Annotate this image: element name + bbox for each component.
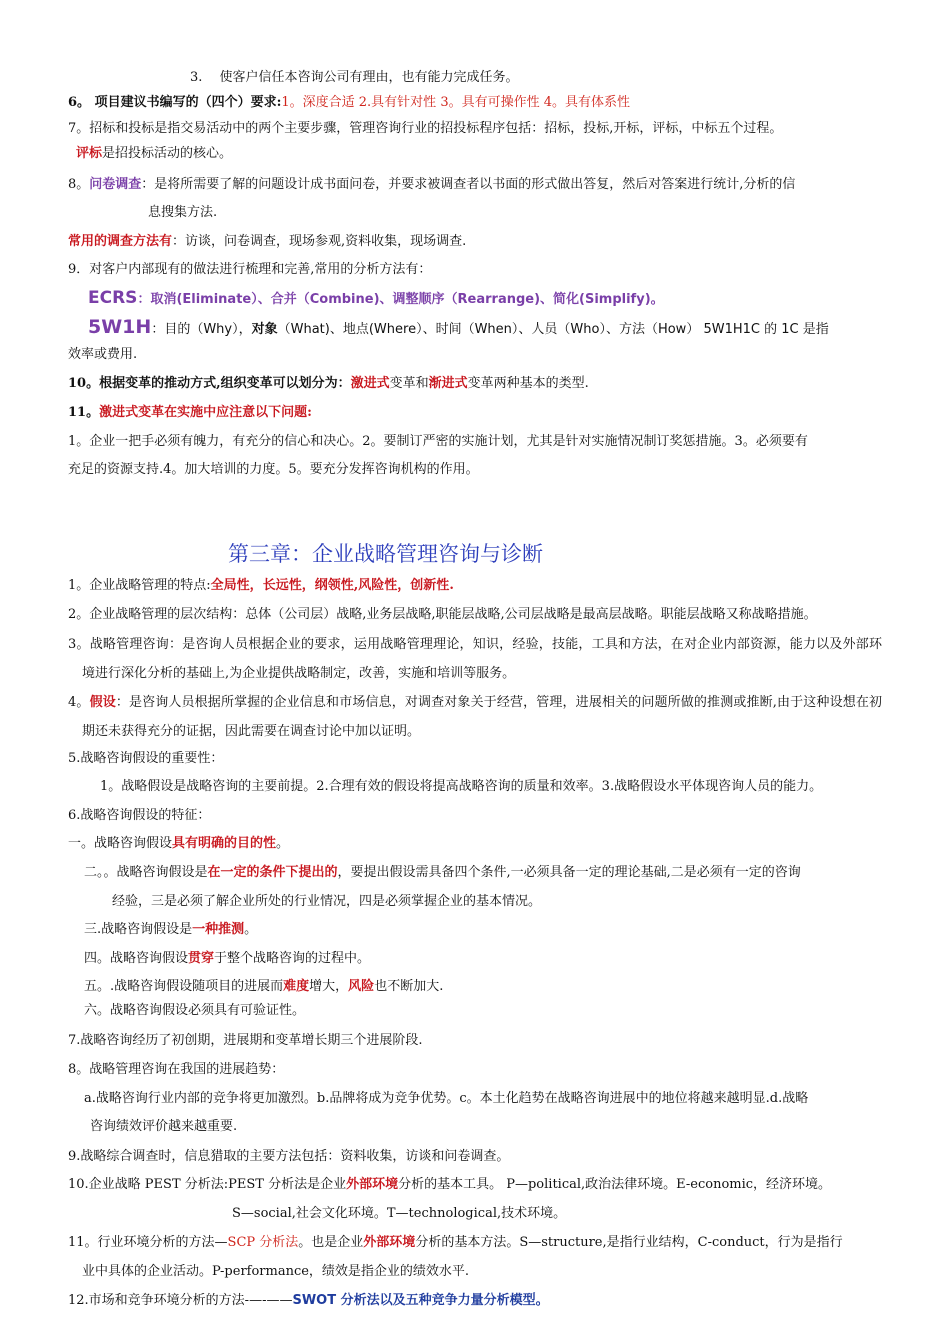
line-scp	[68, 1229, 884, 1257]
feature-5-mid: 增大，	[309, 979, 349, 994]
feature-3-end: 。	[244, 922, 258, 937]
line-radical-issues-1: 1。企业一把手必须有魄力，有充分的信心和决心。2。要制订严密的实施计划，尤其是针对实施情况制订奖惩措施。3。必须要有	[68, 434, 808, 449]
line-5w1h	[88, 313, 884, 344]
change-and: 变革和	[389, 376, 429, 391]
feature-5-risk: 风险	[348, 979, 375, 994]
line-feature-3	[84, 916, 884, 944]
pest-body: 分析的基本工具。 P—political,政治法律环境。E-economic，经济环境。	[398, 1177, 832, 1192]
line-feature-4	[84, 945, 884, 973]
swot-term: SWOT 分析法以及五种竞争力量分析模型。	[292, 1293, 549, 1308]
pest-a: 10.企业战略 PEST 分析法:PEST 分析法是企业	[68, 1177, 347, 1192]
feature-sep: ，	[397, 578, 411, 593]
feature-end: .	[449, 578, 454, 593]
5w1h-text-a: ：目的（Why），	[151, 322, 252, 337]
feature-global: 全局性	[210, 578, 250, 593]
line-questionnaire-cont: 息搜集方法.	[148, 205, 218, 220]
swot-a: 12.市场和竞争环境分析的方法-—-——	[68, 1293, 293, 1308]
line-feature-2-cont: 经验，三是必须了解企业所处的行业情况，四是必须掌握企业的基本情况。	[112, 894, 542, 909]
line-info-methods: 9.战略综合调查时，信息猎取的主要方法包括：资料收集，访谈和问卷调查。	[68, 1149, 510, 1164]
line-pest-cont: S—social,社会文化环境。T—technological,技术环境。	[232, 1206, 567, 1221]
feature-3-term: 一种推测	[192, 922, 245, 937]
line-bidding: 7。招标和投标是指交易活动中的两个主要步骤，管理咨询行业的招投标程序包括：招标，投标,开标，评标，中标五个过程。	[68, 121, 783, 136]
chapter-title: 第三章：企业战略管理咨询与诊断	[228, 542, 543, 566]
scp-body: 分析的基本方法。S—structure,是指行业结构，C-conduct，行为是指行	[415, 1235, 843, 1250]
radical-issues-title: 激进式变革在实施中应注意以下问题:	[99, 405, 312, 420]
line-5w1h-cont: 效率或费用.	[68, 347, 138, 362]
feature-5-difficulty: 难度	[283, 979, 310, 994]
feature-4-a: 四。战略咨询假设	[84, 951, 189, 966]
scp-mid: 。也是企业	[298, 1235, 364, 1250]
line-hypothesis-features: 6.战略咨询假设的特征：	[68, 808, 211, 823]
hypothesis-term: 假设	[89, 695, 116, 710]
line-trends-1: a.战略咨询行业内部的竞争将更加激烈。b.品牌将成为竞争优势。c。本土化趋势在战略咨询进展中的地位将越来越明显.d.战略	[84, 1091, 809, 1106]
feature-4-term: 贯穿	[188, 951, 215, 966]
proposal-items: 1。深度合适 2.具有针对性 3。具有可操作性 4。具有体系性	[281, 95, 630, 110]
feature-risk: 风险性	[358, 578, 398, 593]
ecrs-text: ：取消(Eliminate）、合并（Combine)、调整顺序（Rearrange)、简化(Simplify)。	[137, 292, 664, 307]
line-radical-issues-2: 充足的资源支持.4。加大培训的力度。5。要充分发挥咨询机构的作用。	[68, 462, 479, 477]
line-feature-1	[68, 830, 884, 858]
survey-methods-term: 常用的调查方法有	[68, 234, 173, 249]
feature-4-end: 于整个战略咨询的过程中。	[214, 951, 371, 966]
feature-5-end: 也不断加大.	[374, 979, 444, 994]
feature-1-term: 具有明确的目的性	[172, 836, 277, 851]
gradual-term: 渐进式	[428, 376, 468, 391]
change-types-num: 10。根据变革的推动方式,组织变革可以划分为：	[68, 376, 351, 391]
line-swot	[68, 1287, 884, 1315]
features-label: 1。企业战略管理的特点:	[68, 578, 211, 593]
questionnaire-term: 问卷调查	[89, 177, 142, 192]
feature-longterm: 长远性	[262, 578, 302, 593]
line-item-3: 3. 使客户信任本咨询公司有理由，也有能力完成任务。	[190, 70, 519, 85]
line-radical-issues	[68, 399, 884, 427]
line-trends-2: 咨询绩效评价越来越重要.	[90, 1119, 238, 1134]
line-trends-title: 8。战略管理咨询在我国的进展趋势：	[68, 1062, 285, 1077]
questionnaire-num: 8。	[68, 177, 90, 192]
line-questionnaire	[68, 171, 884, 199]
feature-sep: ,	[353, 578, 359, 593]
paragraph-hypothesis	[68, 688, 882, 746]
feature-1-a: 一。战略咨询假设	[68, 836, 173, 851]
line-analysis-methods: 9．对客户内部现有的做法进行梳理和完善,常用的分析方法有：	[68, 262, 432, 277]
paragraph-strategy-consulting	[68, 630, 882, 688]
line-feature-6: 六。战略咨询假设必须具有可验证性。	[84, 1003, 306, 1018]
line-hypothesis-importance: 5.战略咨询假设的重要性：	[68, 751, 224, 766]
change-types-end: 变革两种基本的类型.	[467, 376, 589, 391]
evaluation-text: 是招投标活动的核心。	[102, 146, 233, 161]
line-strategy-features	[68, 572, 884, 600]
line-consulting-stages: 7.战略咨询经历了初创期，进展期和变革增长期三个进展阶段.	[68, 1033, 423, 1048]
radical-term: 激进式	[350, 376, 390, 391]
radical-issues-num: 11。	[68, 405, 100, 420]
line-evaluation	[76, 140, 884, 168]
pest-external: 外部环境	[346, 1177, 399, 1192]
hypothesis-text	[68, 688, 882, 746]
line-change-types	[68, 370, 884, 398]
scp-a: 11。行业环境分析的方法—	[68, 1235, 228, 1250]
line-pest	[68, 1171, 884, 1199]
feature-3-a: 三.战略咨询假设是	[84, 922, 193, 937]
survey-methods-text: ：访谈，问卷调查，现场参观,资料收集，现场调查.	[172, 234, 467, 249]
feature-guiding: 纲领性	[314, 578, 354, 593]
proposal-label: 6。 项目建议书编写的（四个）要求:	[68, 95, 282, 110]
5w1h-text-b: （What)、地点(Where）、时间（When）、人员（Who）、方法（How） 5W1H1C 的 1C 是指	[277, 322, 829, 337]
questionnaire-text: ：是将所需要了解的问题设计成书面问卷，并要求被调查者以书面的形式做出答复，然后对答案进行统计,分析的信	[141, 177, 796, 192]
feature-5-a: 五。.战略咨询假设随项目的进展而	[84, 979, 284, 994]
ecrs-term: ECRS	[88, 288, 138, 308]
5w1h-object: 对象	[251, 322, 278, 337]
feature-1-end: 。	[276, 836, 290, 851]
feature-2-body: ，要提出假设需具备四个条件,一必须具备一定的理论基础,二是必须有一定的咨询	[337, 865, 801, 880]
hypothesis-body: ：是咨询人员根据所掌握的企业信息和市场信息，对调查对象关于经营，管理，进展相关的问题所做的推测或推断,由于这种设想在初期还未获得充分的证据，因此需要在调查讨论中加以证明。	[82, 695, 882, 739]
line-importance-items: 1。战略假设是战略咨询的主要前提。2.合理有效的假设将提高战略咨询的质量和效率。3.战略假设水平体现咨询人员的能力。	[100, 779, 823, 794]
line-survey-methods	[68, 228, 884, 256]
line-strategy-levels: 2。企业战略管理的层次结构：总体（公司层）战略,业务层战略,职能层战略,公司层战略是最高层战略。职能层战略又称战略措施。	[68, 607, 817, 622]
feature-sep: ，	[249, 578, 263, 593]
evaluation-term: 评标	[76, 146, 103, 161]
feature-2-a: 二。。战略咨询假设是	[84, 865, 208, 880]
line-feature-2	[84, 859, 884, 887]
scp-term: SCP 分析法	[227, 1235, 299, 1250]
feature-sep: ，	[301, 578, 315, 593]
line-ecrs	[88, 284, 884, 314]
scp-external: 外部环境	[363, 1235, 416, 1250]
feature-innovation: 创新性	[410, 578, 450, 593]
line-scp-cont: 业中具体的企业活动。P-performance，绩效是指企业的绩效水平.	[82, 1264, 470, 1279]
feature-2-term: 在一定的条件下提出的	[207, 865, 338, 880]
strategy-consulting-text: 3。战略管理咨询：是咨询人员根据企业的要求，运用战略管理理论，知识，经验，技能，工具和方法，在对企业内部资源，能力以及外部环境进行深化分析的基础上,为企业提供战略制定，改善，实施和培训等服务。	[68, 637, 882, 681]
line-proposal-requirements	[68, 89, 884, 117]
5w1h-term: 5W1H	[88, 316, 152, 338]
hypothesis-num: 4。	[68, 695, 90, 710]
